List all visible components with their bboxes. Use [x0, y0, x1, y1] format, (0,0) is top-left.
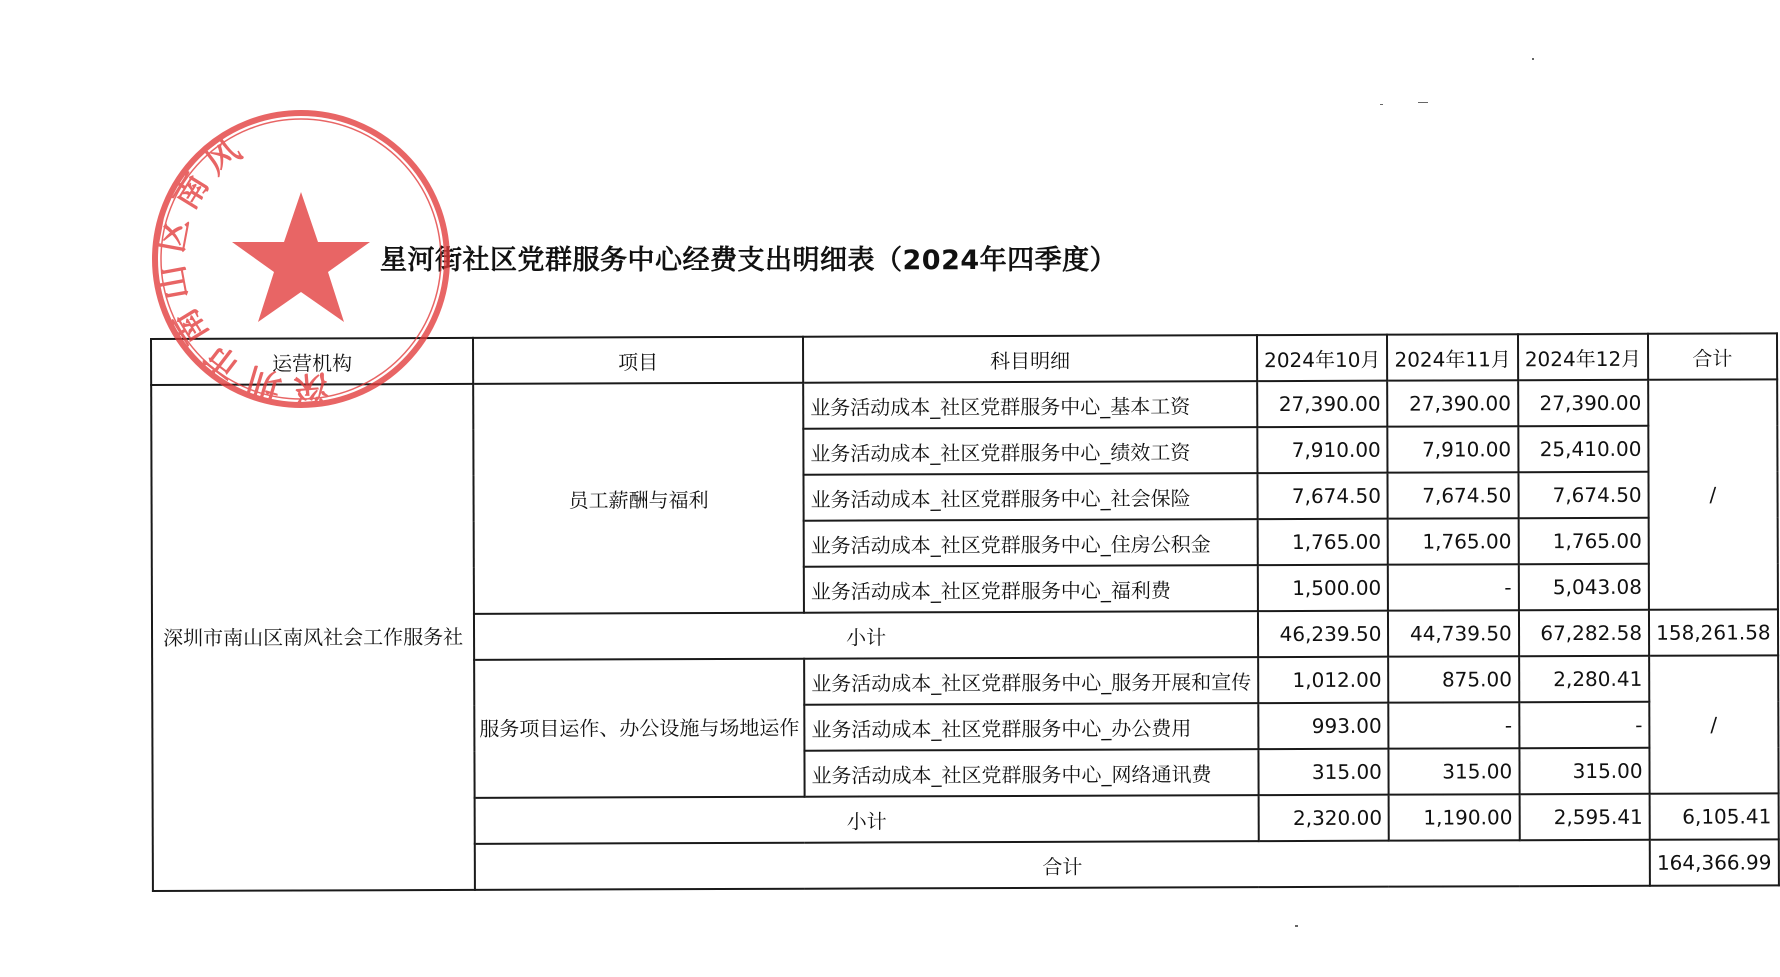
total-mark-cell: / — [1648, 379, 1777, 609]
subtotal-oct: 46,239.50 — [1258, 611, 1389, 657]
subtotal-total: 6,105.41 — [1650, 793, 1779, 839]
header-row — [151, 333, 1777, 385]
dec-cell: - — [1519, 702, 1650, 748]
subtotal-dec: 67,282.58 — [1519, 610, 1650, 656]
nov-cell: 875.00 — [1388, 656, 1519, 702]
dec-cell: 1,765.00 — [1518, 518, 1649, 564]
header-dec: 2024年12月 — [1518, 334, 1649, 380]
dec-cell: 25,410.00 — [1518, 426, 1649, 472]
subtotal-label: 小计 — [474, 611, 1258, 660]
dec-cell: 2,280.41 — [1519, 656, 1650, 702]
dec-cell: 315.00 — [1519, 748, 1650, 794]
scan-mark — [1532, 58, 1534, 60]
oct-cell: 1,765.00 — [1258, 519, 1389, 565]
nov-cell: - — [1389, 702, 1520, 748]
detail-cell: 业务活动成本_社区党群服务中心_住房公积金 — [804, 519, 1258, 567]
nov-cell: - — [1388, 564, 1519, 610]
detail-cell: 业务活动成本_社区党群服务中心_办公费用 — [804, 703, 1258, 751]
project-cell: 服务项目运作、办公设施与场地运作 — [474, 659, 804, 798]
subtotal-nov: 44,739.50 — [1388, 610, 1519, 656]
oct-cell: 1,500.00 — [1258, 565, 1389, 611]
grand-total-label: 合计 — [475, 840, 1650, 890]
nov-cell: 7,674.50 — [1388, 472, 1519, 518]
header-total: 合计 — [1648, 333, 1777, 379]
oct-cell: 27,390.00 — [1257, 381, 1388, 427]
detail-cell: 业务活动成本_社区党群服务中心_福利费 — [804, 565, 1258, 613]
header-detail: 科目明细 — [803, 335, 1257, 383]
detail-cell: 业务活动成本_社区党群服务中心_社会保险 — [803, 473, 1257, 521]
nov-cell: 1,765.00 — [1388, 518, 1519, 564]
org-name-cell: 深圳市南山区南风社会工作服务社 — [151, 384, 475, 891]
detail-cell: 业务活动成本_社区党群服务中心_绩效工资 — [803, 427, 1257, 475]
scan-mark — [1418, 102, 1428, 103]
dec-cell: 7,674.50 — [1518, 472, 1649, 518]
star-icon — [232, 192, 370, 322]
detail-cell: 业务活动成本_社区党群服务中心_基本工资 — [803, 381, 1257, 429]
detail-cell: 业务活动成本_社区党群服务中心_网络通讯费 — [804, 749, 1258, 797]
scan-mark — [1380, 104, 1383, 105]
oct-cell: 993.00 — [1258, 703, 1389, 749]
dec-cell: 27,390.00 — [1518, 380, 1649, 426]
scan-mark — [1295, 925, 1298, 927]
oct-cell: 7,910.00 — [1257, 427, 1388, 473]
subtotal-nov: 1,190.00 — [1389, 794, 1520, 840]
subtotal-label: 小计 — [475, 795, 1259, 844]
grand-total-value: 164,366.99 — [1650, 839, 1779, 885]
nov-cell: 315.00 — [1389, 748, 1520, 794]
subtotal-oct: 2,320.00 — [1259, 795, 1390, 841]
oct-cell: 315.00 — [1258, 749, 1389, 795]
subtotal-total: 158,261.58 — [1649, 609, 1778, 655]
header-nov: 2024年11月 — [1387, 334, 1518, 380]
expense-table — [150, 332, 1780, 892]
detail-cell: 业务活动成本_社区党群服务中心_服务开展和宣传 — [804, 657, 1258, 705]
dec-cell: 5,043.08 — [1519, 564, 1650, 610]
header-org: 运营机构 — [151, 338, 473, 385]
nov-cell: 27,390.00 — [1388, 380, 1519, 426]
table-row — [151, 379, 1777, 431]
document-title: 星河街社区党群服务中心经费支出明细表（2024年四季度） — [380, 245, 1118, 276]
header-project: 项目 — [473, 337, 803, 384]
header-oct: 2024年10月 — [1257, 335, 1388, 381]
oct-cell: 7,674.50 — [1257, 473, 1388, 519]
project-cell: 员工薪酬与福利 — [473, 383, 804, 614]
oct-cell: 1,012.00 — [1258, 657, 1389, 703]
nov-cell: 7,910.00 — [1388, 426, 1519, 472]
subtotal-dec: 2,595.41 — [1519, 794, 1650, 840]
total-mark-cell: / — [1649, 655, 1778, 793]
seal-arc-text: 深圳市南山区南风社会工作服务社 — [151, 130, 330, 409]
